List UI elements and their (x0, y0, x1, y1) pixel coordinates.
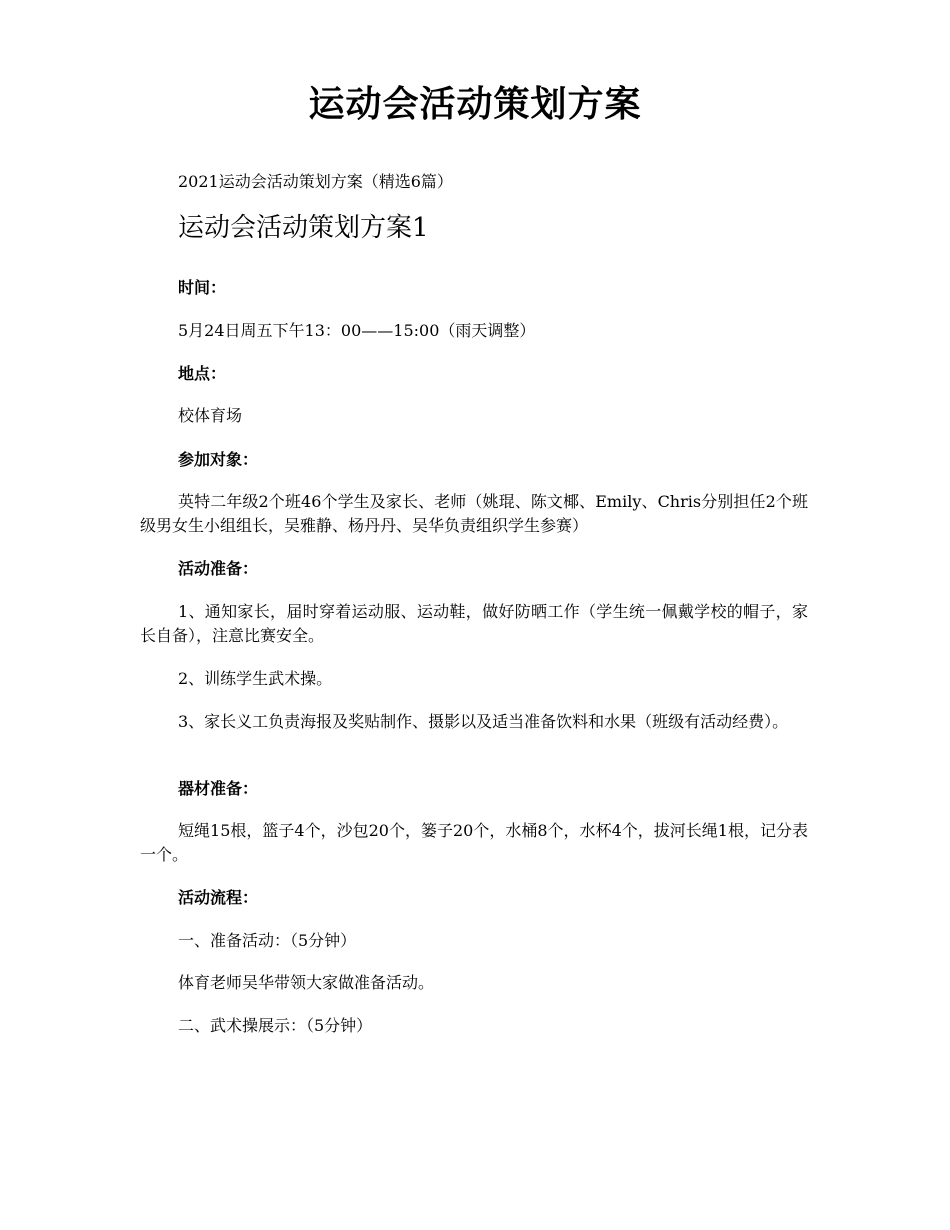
process-label: 活动流程： (178, 888, 259, 907)
process-item: 体育老师吴华带领大家做准备活动。 (178, 973, 435, 992)
equipment-label: 器材准备： (178, 779, 259, 798)
prep-item: 3、家长义工负责海报及奖贴制作、摄影以及适当准备饮料和水果（班级有活动经费）。 (178, 712, 789, 731)
document-title: 运动会活动策划方案 (308, 83, 642, 125)
prep-label: 活动准备： (178, 559, 259, 578)
process-item: 一、准备活动：（5分钟） (178, 931, 357, 950)
participants-paragraph: 英特二年级2个班46个学生及家长、老师（姚琨、陈文椰、Emily、Chris分别担任2个班级男女生小组组长，吴雅静、杨丹丹、吴华负责组织学生参赛） (140, 492, 808, 535)
time-label: 时间： (178, 278, 227, 297)
participants-label: 参加对象： (178, 450, 259, 469)
equipment-paragraph: 短绳15根，篮子4个，沙包20个，篓子20个，水桶8个，水杯4个，拔河长绳1根，记分表一个。 (140, 821, 808, 864)
section-heading: 运动会活动策划方案1 (178, 213, 429, 243)
place-value: 校体育场 (178, 406, 243, 425)
time-value: 5月24日周五下午13：00——15:00（雨天调整） (178, 321, 536, 340)
place-label: 地点： (178, 364, 227, 383)
process-item: 二、武术操展示：（5分钟） (178, 1016, 373, 1035)
document-subtitle: 2021运动会活动策划方案（精选6篇） (178, 172, 453, 191)
prep-item: 2、训练学生武术操。 (178, 669, 333, 688)
prep-item: 1、通知家长，届时穿着运动服、运动鞋，做好防晒工作（学生统一佩戴学校的帽子，家长自备），注意比赛安全。 (140, 602, 808, 645)
